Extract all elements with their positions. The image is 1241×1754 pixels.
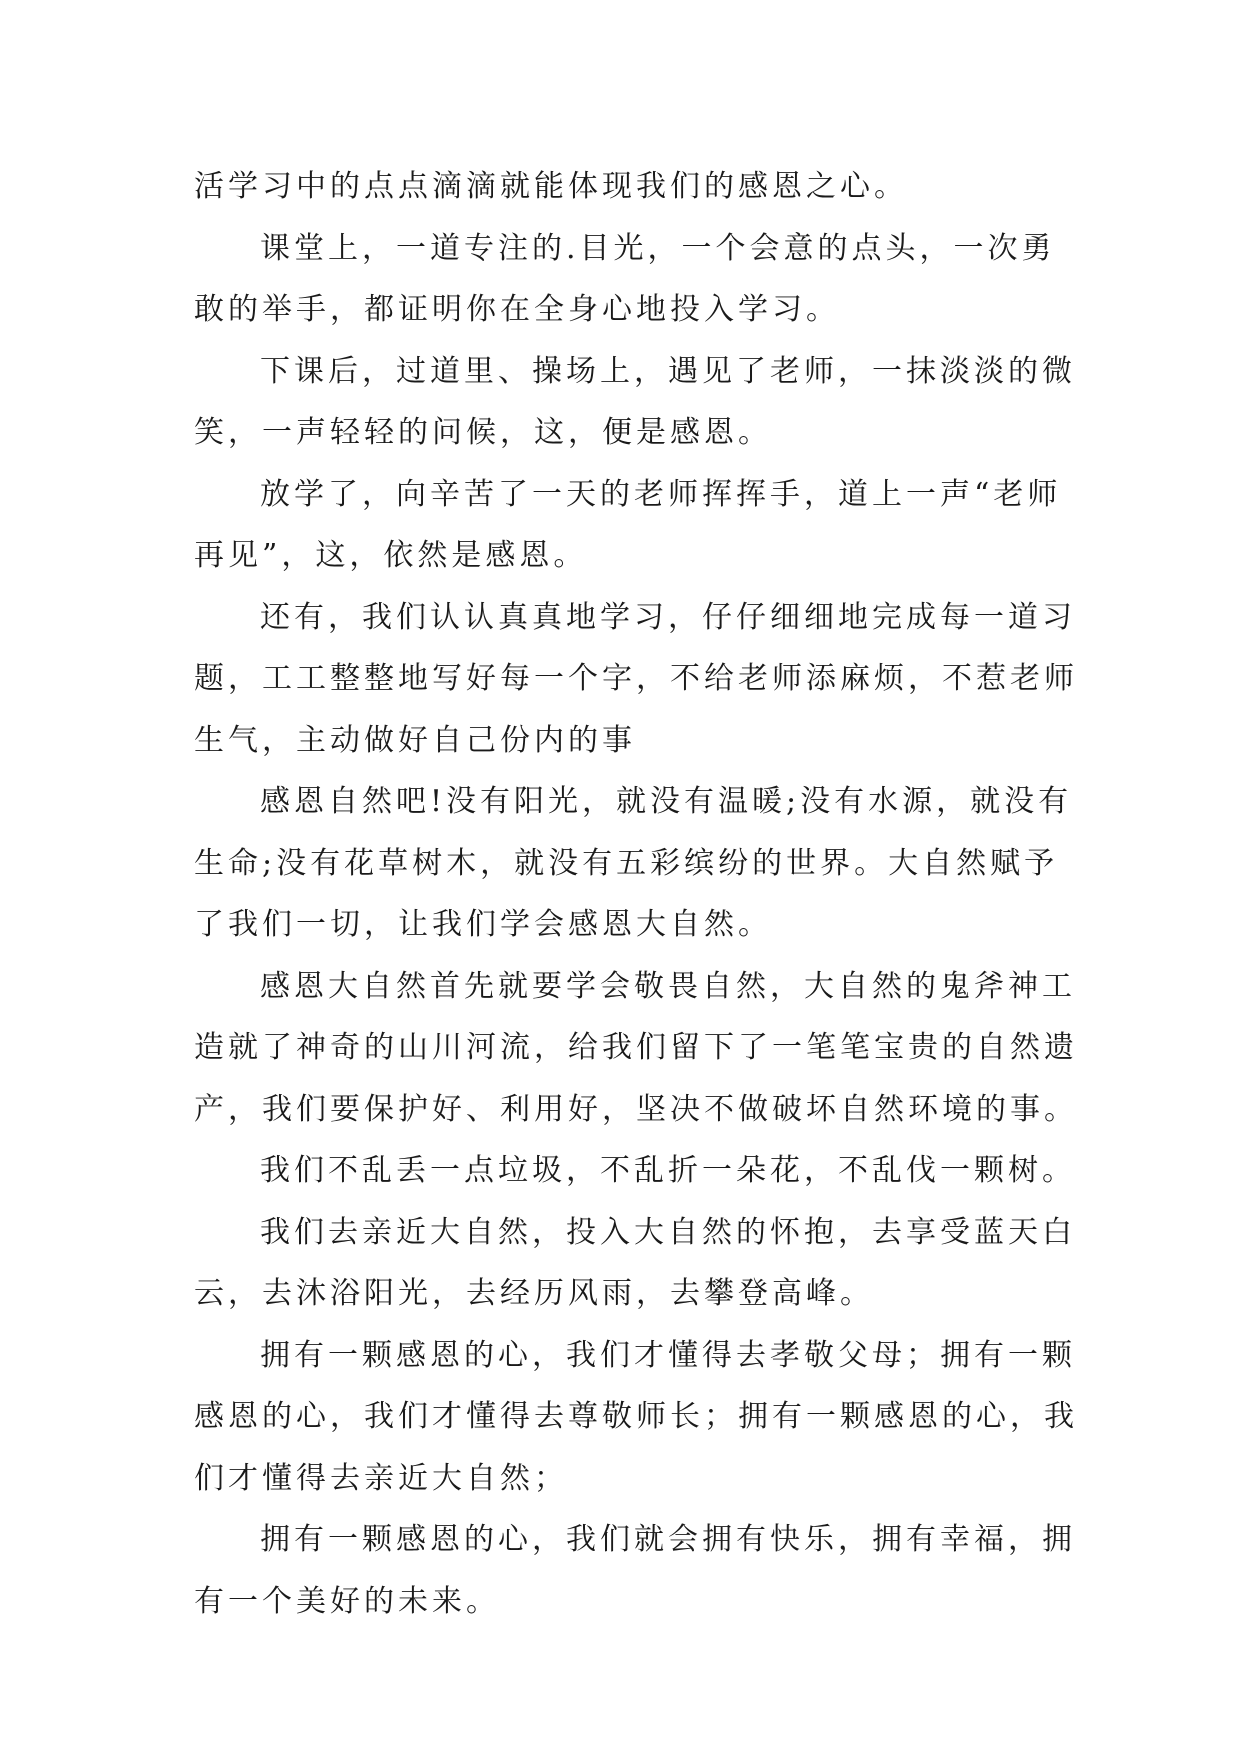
text-line: 生气，主动做好自己份内的事 bbox=[194, 722, 636, 758]
text-line: 再见”，这，依然是感恩。 bbox=[194, 538, 588, 573]
text-line: 敢的举手，都证明你在全身心地投入学习。 bbox=[194, 292, 840, 327]
text-line: 拥有一颗感恩的心，我们就会拥有快乐，拥有幸福，拥 bbox=[260, 1522, 1076, 1557]
text-line: 笑，一声轻轻的问候，这，便是感恩。 bbox=[194, 415, 772, 450]
text-line: 还有，我们认认真真地学习，仔仔细细地完成每一道习 bbox=[260, 599, 1076, 635]
text-line: 活学习中的点点滴滴就能体现我们的感恩之心。 bbox=[194, 169, 908, 204]
text-line: 题，工工整整地写好每一个字，不给老师添麻烦，不惹老师 bbox=[194, 661, 1078, 696]
text-line: 云，去沐浴阳光，去经历风雨，去攀登高峰。 bbox=[194, 1276, 874, 1311]
text-line: 有一个美好的未来。 bbox=[194, 1583, 500, 1619]
text-line: 我们不乱丢一点垃圾，不乱折一朵花，不乱伐一颗树。 bbox=[260, 1153, 1076, 1188]
text-line: 课堂上，一道专注的.目光，一个会意的点头，一次勇 bbox=[260, 230, 1056, 266]
text-line: 产，我们要保护好、利用好，坚决不做破坏自然环境的事。 bbox=[194, 1091, 1078, 1127]
text-line: 放学了，向辛苦了一天的老师挥挥手，道上一声“老师 bbox=[260, 476, 1062, 512]
text-line: 下课后，过道里、操场上，遇见了老师，一抹淡淡的微 bbox=[260, 353, 1076, 389]
text-line: 们才懂得去亲近大自然； bbox=[194, 1460, 568, 1496]
text-line: 感恩自然吧!没有阳光，就没有温暖;没有水源，就没有 bbox=[260, 784, 1073, 819]
text-line: 生命;没有花草树木，就没有五彩缤纷的世界。大自然赋予 bbox=[194, 845, 1059, 881]
text-line: 了我们一切，让我们学会感恩大自然。 bbox=[194, 907, 772, 942]
text-line: 我们去亲近大自然，投入大自然的怀抱，去享受蓝天白 bbox=[260, 1214, 1076, 1250]
document-page bbox=[194, 156, 1078, 1632]
text-line: 造就了神奇的山川河流，给我们留下了一笔笔宝贵的自然遗 bbox=[194, 1030, 1078, 1065]
text-line: 感恩大自然首先就要学会敬畏自然，大自然的鬼斧神工 bbox=[260, 968, 1076, 1004]
text-line: 感恩的心，我们才懂得去尊敬师长；拥有一颗感恩的心，我 bbox=[194, 1399, 1078, 1434]
text-line: 拥有一颗感恩的心，我们才懂得去孝敬父母；拥有一颗 bbox=[260, 1337, 1076, 1373]
